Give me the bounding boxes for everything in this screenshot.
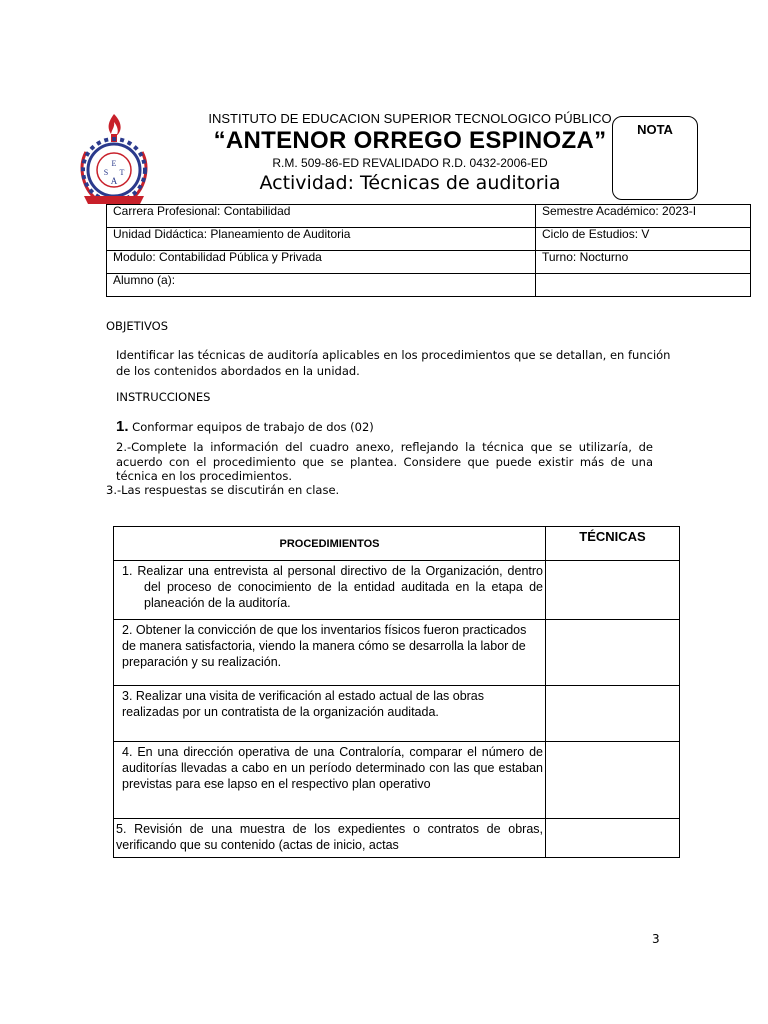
activity-title: Actividad: Técnicas de auditoria — [259, 172, 561, 194]
technique-answer-cell-2[interactable] — [546, 620, 680, 686]
instrucciones-heading: INSTRUCCIONES — [116, 390, 211, 404]
technique-answer-cell-1[interactable] — [546, 561, 680, 620]
procedimientos-header: PROCEDIMIENTOS — [114, 527, 546, 561]
technique-answer-cell-4[interactable] — [546, 742, 680, 819]
procedure-cell-1: 1. Realizar una entrevista al personal directivo de la Organización, dentro del proceso de conocimiento de la entidad auditada en la etapa de planeación de la auditoría. — [114, 561, 546, 620]
grade-box — [612, 116, 698, 200]
grade-label: NOTA — [637, 122, 673, 137]
logo-letter-a: A — [110, 176, 118, 186]
table-row — [107, 228, 751, 251]
procedure-cell-2: 2. Obtener la convicción de que los inventarios físicos fueron practicados de manera satisfactoria, viendo la manera cómo se desarrolla la labor de preparación y su realización. — [114, 620, 546, 686]
step-1-number: 1. — [116, 418, 129, 435]
table-row — [114, 620, 680, 686]
carrera-cell: Carrera Profesional: Contabilidad — [107, 205, 536, 228]
school-name: “ANTENOR ORREGO ESPINOZA” — [213, 127, 607, 154]
step-1-text: Conformar equipos de trabajo de dos (02) — [132, 420, 374, 434]
institute-name: INSTITUTO DE EDUCACION SUPERIOR TECNOLOGICO PÚBLICO — [208, 111, 612, 126]
ciclo-cell: Ciclo de Estudios: V — [536, 228, 751, 251]
technique-answer-cell-3[interactable] — [546, 686, 680, 742]
alumno-value-cell — [536, 274, 751, 297]
procedure-cell-5: 5. Revisión de una muestra de los expedientes o contratos de obras, verificando que su contenido (actas de inicio, actas — [114, 819, 546, 858]
resolution-line: R.M. 509-86-ED REVALIDADO R.D. 0432-2006-ED — [272, 156, 548, 170]
procedure-cell-4: 4. En una dirección operativa de una Contraloría, comparar el número de auditorías llevadas a cabo en un período determinado con las que estaban previstas para ese lapso en el respectivo plan operativo — [114, 742, 546, 819]
semestre-cell: Semestre Académico: 2023-I — [536, 205, 751, 228]
procedure-cell-3: 3. Realizar una visita de verificación al estado actual de las obras realizadas por un contratista de la organización auditada. — [114, 686, 546, 742]
logo-letter-e: E — [111, 159, 117, 168]
table-row — [114, 742, 680, 819]
turno-cell: Turno: Nocturno — [536, 251, 751, 274]
procedures-table — [113, 526, 680, 858]
page-number: 3 — [652, 932, 660, 946]
logo-letter-t: T — [119, 168, 125, 177]
objetivos-text: Identificar las técnicas de auditoría aplicables en los procedimientos que se detallan, en función de los contenidos abordados en la unidad. — [116, 348, 671, 378]
course-info-table — [106, 204, 751, 297]
table-row — [107, 274, 751, 297]
instruction-step-3: 3.-Las respuestas se discutirán en clase. — [106, 483, 340, 497]
table-row — [107, 251, 751, 274]
table-header-row — [114, 527, 680, 561]
objetivos-heading: OBJETIVOS — [106, 319, 169, 333]
table-row — [114, 686, 680, 742]
tecnicas-header: TÉCNICAS — [546, 527, 680, 561]
unidad-cell: Unidad Didáctica: Planeamiento de Auditoria — [107, 228, 536, 251]
table-row — [114, 819, 680, 858]
alumno-cell: Alumno (a): — [107, 274, 536, 297]
technique-answer-cell-5[interactable] — [546, 819, 680, 858]
table-row — [107, 205, 751, 228]
table-row — [114, 561, 680, 620]
instruction-step-2: 2.-Complete la información del cuadro anexo, reflejando la técnica que se utilizaría, de acuerdo con el procedimiento que se plantea. Considere que puede existir más de una técnica en los procedimientos. — [116, 440, 653, 483]
modulo-cell: Modulo: Contabilidad Pública y Privada — [107, 251, 536, 274]
logo-letter-s: S — [103, 168, 109, 177]
instruction-step-1 — [116, 418, 374, 435]
